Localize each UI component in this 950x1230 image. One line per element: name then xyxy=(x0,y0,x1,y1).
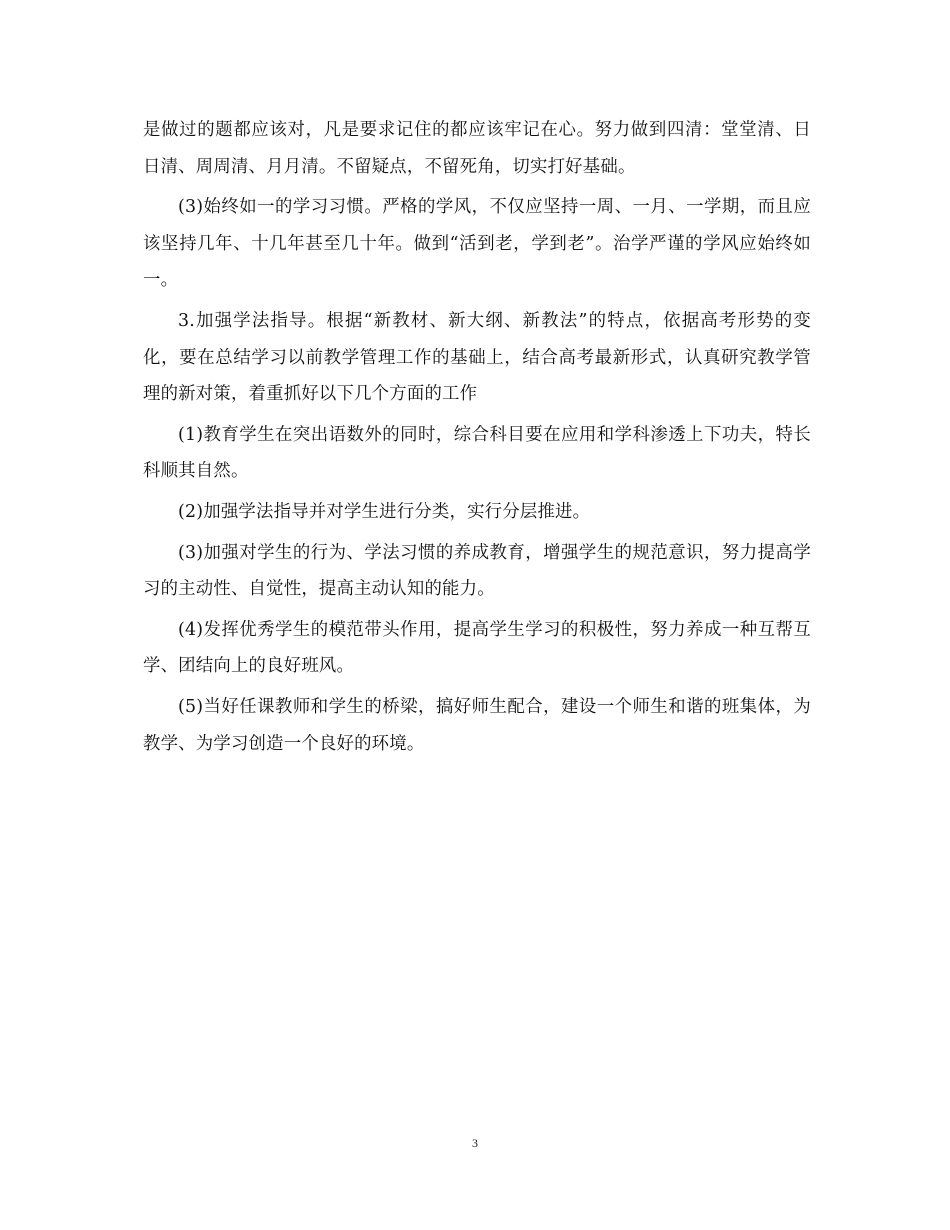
paragraph-3: 3.加强学法指导。根据“新教材、新大纲、新教法”的特点，依据高考形势的变化，要在总结学习以前教学管理工作的基础上，结合高考最新形式，认真研究教学管理的新对策，着重抓好以下几个方面的工作 xyxy=(143,310,811,405)
paragraph-2: (3)始终如一的学习习惯。严格的学风，不仅应坚持一周、一月、一学期，而且应该坚持几年、十几年甚至几十年。做到“活到老，学到老”。治学严谨的学风应始终如一。 xyxy=(143,197,811,291)
document-body xyxy=(143,112,811,766)
paragraph-8: (5)当好任课教师和学生的桥梁，搞好师生配合，建设一个师生和谐的班集体，为教学、为学习创造一个良好的环境。 xyxy=(143,696,811,754)
page-number: 3 xyxy=(472,1136,478,1150)
paragraph-1: 是做过的题都应该对，凡是要求记住的都应该牢记在心。努力做到四清：堂堂清、日日清、周周清、月月清。不留疑点，不留死角，切实打好基础。 xyxy=(143,120,811,177)
paragraph-7: (4)发挥优秀学生的模范带头作用，提高学生学习的积极性，努力养成一种互帮互学、团结向上的良好班风。 xyxy=(143,619,811,677)
paragraph-4: (1)教育学生在突出语数外的同时，综合科目要在应用和学科渗透上下功夫，特长科顺其自然。 xyxy=(143,424,811,482)
paragraph-6: (3)加强对学生的行为、学法习惯的养成教育，增强学生的规范意识，努力提高学习的主动性、自觉性，提高主动认知的能力。 xyxy=(143,542,811,600)
paragraph-5: (2)加强学法指导并对学生进行分类，实行分层推进。 xyxy=(178,501,591,522)
